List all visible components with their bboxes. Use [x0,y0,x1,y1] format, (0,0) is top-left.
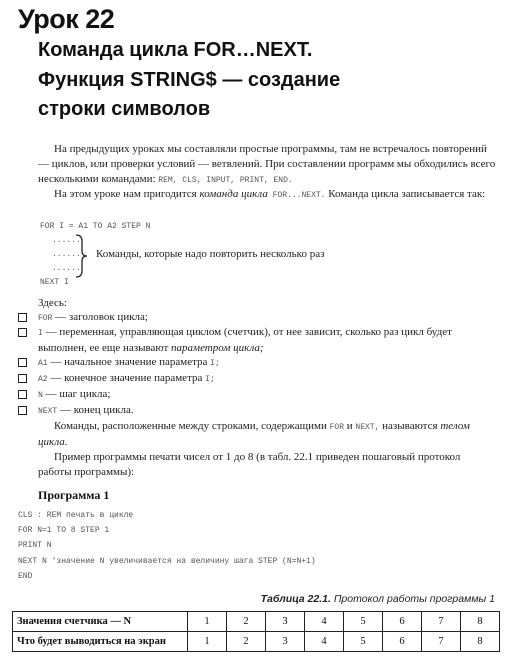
table-cell: 4 [305,632,344,652]
bullet-italic: параметром цикла; [171,342,264,354]
body-text-b: и [344,420,356,432]
table-cell: 4 [305,612,344,632]
bullet-code-2: I; [205,375,215,384]
bullet-desc: — конец цикла. [57,404,134,416]
syntax-dots-3: ...... [52,264,81,273]
bullet-desc: — конечное значение параметра [47,372,206,384]
table-caption-text: Протокол работы программы 1 [330,593,495,605]
checkbox-bullet-icon [18,406,27,415]
intro-code: FOR...NEXT. [267,191,326,200]
row-label: Что будет выводиться на экран [13,632,188,652]
intro-italic: команда цикла [199,188,268,200]
example-paragraph: Пример программы печати чисел от 1 до 8 (в табл. 22.1 приведен пошаговый протокол работы программы): [38,451,461,478]
table-row [13,632,500,652]
bullet-code-2: I; [210,359,220,368]
lesson-heading: Урок 22 [18,4,115,34]
checkbox-bullet-icon [18,374,27,383]
bullet-desc: — начальное значение параметра [47,356,211,368]
intro-paragraph-1 [38,142,496,188]
bullet-item [38,387,496,403]
code-line: FOR N=1 TO 8 STEP 1 [18,526,110,535]
intro-text: На предыдущих уроках мы составляли простые программы, там не встречалось повторений — циклов, или проверки условий — ветвлений. При составлении программ мы обходились всего несколькими командами: [38,143,496,185]
title-line-3: строки символов [38,98,211,120]
bullet-item [38,403,496,419]
intro-text-2a: На этом уроке нам пригодится [54,188,200,200]
code-line: NEXT N 'значение N увеличивается на величину шага STEP (N=N+1) [18,557,316,566]
bullet-desc: — заголовок цикла; [52,311,148,323]
table-caption-number: Таблица 22.1. [260,593,331,605]
curly-brace-icon [74,234,88,278]
table-cell: 7 [422,612,461,632]
table-cell: 3 [266,612,305,632]
intro-text-2b: Команда цикла записывается так: [325,188,486,200]
checkbox-bullet-icon [18,358,27,367]
body-code-for: FOR [329,423,344,432]
body-text-c: называются [379,420,441,432]
body-italic: телом цикла. [38,420,470,448]
table-cell: 1 [188,612,227,632]
syntax-header: FOR I = A1 TO A2 STEP N [40,222,151,231]
program-title: Программа 1 [38,488,110,502]
table-row [13,612,500,632]
table-cell: 3 [266,632,305,652]
checkbox-bullet-icon [18,390,27,399]
table-cell: 7 [422,632,461,652]
bullet-code: NEXT [38,407,58,416]
body-text-a: Команды, расположенные между строками, содержащими [54,420,330,432]
bullet-desc: — переменная, управляющая циклом (счетчик), от нее зависит, сколько раз цикл будет выполнен, ее еще называют [38,326,452,354]
checkbox-bullet-icon [18,313,27,322]
bullet-code: A1 [38,359,48,368]
code-line: PRINT N [18,541,52,550]
bullet-code: FOR [38,314,53,323]
syntax-dots-1: ...... [52,236,81,245]
syntax-footer: NEXT I [40,278,69,287]
brace-note: Команды, которые надо повторить несколько раз [96,248,325,260]
table-cell: 5 [344,632,383,652]
intro-commands: REM, CLS, INPUT, PRINT, END. [158,176,293,185]
title-line-1: Команда цикла FOR…NEXT. [38,39,313,61]
table-caption [261,593,495,605]
checkbox-bullet-icon [18,328,27,337]
syntax-dots-2: ...... [52,250,81,259]
here-label: Здесь: [38,297,67,309]
table-cell: 6 [383,612,422,632]
code-line: CLS : REM печать в цикле [18,511,134,520]
bullet-code: N [38,391,43,400]
bullet-item [38,310,496,326]
body-paragraph [38,419,496,450]
intro-paragraph-2 [38,187,496,203]
title-line-2: Функция STRING$ — создание [38,69,341,91]
table-cell: 1 [188,632,227,652]
bullet-item [38,325,496,356]
code-line: END [18,572,33,581]
protocol-table [12,611,500,652]
bullet-item [38,355,496,371]
bullet-code: A2 [38,375,48,384]
table-cell: 8 [461,612,500,632]
table-cell: 8 [461,632,500,652]
body-code-next: NEXT, [355,423,380,432]
bullet-desc: — шаг цикла; [42,388,111,400]
row-label: Значения счетчика — N [13,612,188,632]
table-cell: 5 [344,612,383,632]
table-cell: 2 [227,612,266,632]
bullet-code: I [38,329,43,338]
table-cell: 6 [383,632,422,652]
bullet-item [38,371,496,387]
table-cell: 2 [227,632,266,652]
